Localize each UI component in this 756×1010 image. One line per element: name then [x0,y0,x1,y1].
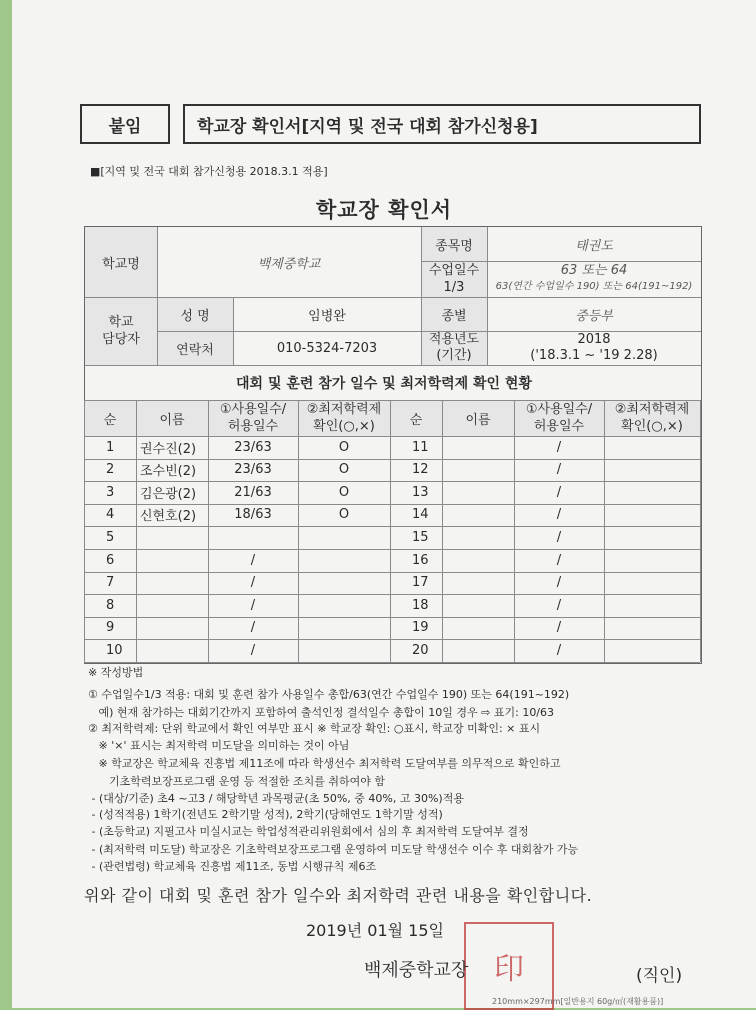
grid-line [84,400,700,401]
header-acad-line1: ②최저학력제 [306,402,382,417]
instructions-heading: ※ 작성방법 [88,666,144,679]
cell-days: / [556,484,562,500]
header-no-2: 순 [409,412,423,428]
table-row [84,459,700,481]
sport-value: 태권도 [575,238,613,254]
days-label-line2: 1/3 [443,280,465,295]
sport-label: 종목명 [421,227,487,261]
cell-no: 6 [106,552,115,568]
instruction-line: ① 수업일수1/3 적용: 대회 및 훈련 참가 사용일수 총합/63(연간 수업일수 190) 또는 64(191~192) [88,688,570,701]
cell-no: 5 [106,529,115,545]
issue-date: 2019년 01월 15일 [306,921,444,940]
instruction-line: - (관련법령) 학교체육 진흥법 제11조, 동법 시행규칙 제6조 [88,860,377,873]
cell-no: 12 [412,462,429,478]
cell-name [136,617,208,639]
cell-no: 2 [106,462,115,478]
table-row [84,639,700,661]
header [80,104,702,146]
cell-check [298,639,390,661]
cell-days: / [250,575,256,591]
cell-name [442,526,514,548]
divider [487,227,488,365]
cell-days: 23/63 [234,462,272,478]
grid-line [84,572,700,573]
grid-line [700,400,701,662]
page-title: 학교장 확인서 [315,198,453,222]
table-row [84,436,700,458]
cell-check [604,526,700,548]
instruction-line: 기초학력보장프로그램 운영 등 적절한 조치를 취하여야 함 [88,775,385,788]
cell-no: 13 [412,484,429,500]
instruction-line: - (대상/기준) 초4 ~고3 / 해당학년 과목평균(초 50%, 중 40%, 고 30%)적용 [88,792,464,805]
table-row [84,526,700,548]
days-value-main: 63 또는 64 [560,263,628,278]
days-value [487,261,701,297]
divider [157,331,701,332]
header-title: 학교장 확인서[지역 및 전국 대회 참가신청용] [183,104,701,144]
cell-check [298,549,390,571]
divider [85,365,701,366]
cell-days: / [556,552,562,568]
cell-check [604,504,700,526]
cell-days: / [556,462,562,478]
principal-signature: 백제중학교장 [364,960,469,981]
instruction-line: 예) 현재 참가하는 대회기간까지 포함하여 출석인정 결석일수 총합이 10일 경우 ⇨ 표기: 10/63 [88,706,555,719]
confirm-statement: 위와 같이 대회 및 훈련 참가 일수와 최저학력 관련 내용을 확인합니다. [84,886,593,905]
cell-no: 16 [412,552,429,568]
cell-name [442,639,514,661]
attachment-badge: 붙임 [80,104,170,144]
grid-line [442,400,443,662]
cell-name [442,504,514,526]
paper-spec: 210mm×297mm[일반용지 60g/㎡(재활용품)] [492,997,664,1006]
grid-line [604,400,605,662]
instruction-line: - (최저학력 미도달) 학교장은 기초학력보장프로그램 운영하여 미도달 학생선수 이수 후 대회참가 가능 [88,843,579,856]
year-value [487,331,701,365]
cell-name [442,481,514,503]
cell-check: O [338,507,350,523]
header-name: 이름 [159,412,185,428]
cell-name [136,549,208,571]
grid-line [84,459,700,460]
header-days-2-line1: ①사용일수/ [525,402,593,417]
header-days [208,400,298,436]
cell-check: O [338,462,350,478]
divider [421,261,701,262]
header-acad-2-line2: 확인(○,×) [621,419,683,434]
cell-name [136,572,208,594]
cell-check [604,639,700,661]
school-label: 학교명 [85,227,157,297]
staff-label-line1: 학교 [108,315,134,330]
table-row [84,594,700,616]
grid-line [84,481,700,482]
cell-days: / [556,439,562,455]
header-days-line1: ①사용일수/ [219,402,287,417]
header-days-line2: 허용일수 [227,419,279,434]
days-label [421,261,487,297]
grid-line [84,549,700,550]
cell-no: 14 [412,507,429,523]
contact-value: 010-5324-7203 [276,340,378,356]
header-acad-line2: 확인(○,×) [313,419,375,434]
grid-line [390,400,391,662]
grid-line [298,400,299,662]
grid-line [514,400,515,662]
cell-days: / [250,597,256,613]
cell-check [604,481,700,503]
cell-name [442,572,514,594]
cell-days: 23/63 [234,439,272,455]
header-name-2: 이름 [465,412,491,428]
name-label: 성 명 [157,297,233,331]
grid-line [84,400,85,662]
cell-days [208,526,298,548]
cell-name [136,639,208,661]
document-sheet [12,0,756,1008]
cell-no: 15 [412,529,429,545]
cell-check: O [338,439,350,455]
cell-days: / [556,575,562,591]
cell-name: 조수빈(2) [140,464,197,480]
cell-days: / [250,620,256,636]
school-value: 백제중학교 [257,256,321,272]
divider [157,227,158,365]
cell-days: 21/63 [234,484,272,500]
cell-check [604,459,700,481]
category-label: 종별 [421,297,487,331]
cell-check [604,594,700,616]
cell-name: 신현호(2) [140,509,197,525]
instruction-line: - (성적적용) 1학기(전년도 2학기말 성적), 2학기(당해연도 1학기말 성적) [88,808,443,821]
contact-label: 연락처 [157,331,233,365]
header-acad [298,400,390,436]
cell-days: / [250,642,256,658]
table-row [84,481,700,503]
table-row [84,572,700,594]
cell-no: 20 [412,642,429,658]
cell-no: 18 [412,597,429,613]
official-seal: 印 [464,922,554,1010]
cell-name [442,594,514,616]
header-days-2-line2: 허용일수 [533,419,585,434]
header-days-2 [514,400,604,436]
grid-line [84,617,700,618]
cell-check [298,594,390,616]
year-period: ('18.3.1 ~ '19 2.28) [530,348,658,363]
cell-name: 권수진(2) [140,441,197,457]
divider [85,297,701,298]
cell-days: / [556,642,562,658]
cell-name [442,436,514,458]
instruction-line: - (초등학교) 지필고사 미실시교는 학업성적관리위원회에서 심의 후 최저학력 도달여부 결정 [88,825,529,838]
year-value-main: 2018 [577,332,611,347]
cell-no: 8 [106,597,115,613]
staff-label [85,297,157,365]
grid-line [84,504,700,505]
name-value: 임병완 [308,308,346,324]
cell-check: O [338,484,350,500]
staff-label-line2: 담당자 [102,332,140,347]
header-acad-2-line1: ②최저학력제 [614,402,690,417]
header-no: 순 [103,412,117,428]
table-header [84,400,700,436]
cell-check [604,617,700,639]
cell-days: / [250,552,256,568]
grid-line [84,639,700,640]
table-row [84,504,700,526]
table-row [84,617,700,639]
year-label-line1: 적용년도 [428,332,480,347]
cell-check [604,572,700,594]
grid-line [84,526,700,527]
year-label-line2: (기간) [436,348,472,363]
cell-name [442,459,514,481]
cell-no: 11 [412,439,429,455]
cell-check [604,436,700,458]
applicability-note: ■[지역 및 전국 대회 참가신청용 2018.3.1 적용] [90,165,328,178]
cell-no: 7 [106,575,115,591]
divider [421,227,422,365]
cell-name [136,526,208,548]
cell-no: 9 [106,620,115,636]
cell-name [442,549,514,571]
cell-days: / [556,597,562,613]
cell-days: 18/63 [234,507,272,523]
cell-name [442,617,514,639]
seal-label: (직인) [636,966,683,986]
cell-check [298,617,390,639]
grid-line [84,594,700,595]
cell-days: / [556,620,562,636]
cell-name: 김은광(2) [140,486,197,502]
grid-line [84,436,700,437]
cell-no: 1 [106,439,115,455]
instruction-line: ※ 학교장은 학교체육 진흥법 제11조에 따라 학생선수 최저학력 도달여부를 의무적으로 확인하고 [88,757,561,770]
days-label-line1: 수업일수 [428,263,480,278]
cell-check [298,572,390,594]
cell-no: 17 [412,575,429,591]
cell-days: / [556,507,562,523]
cell-days: / [556,529,562,545]
cell-no: 10 [106,642,123,658]
divider [233,297,234,365]
cell-no: 3 [106,484,115,500]
cell-name [136,594,208,616]
category-value: 중등부 [575,308,613,324]
cell-check [604,549,700,571]
instruction-line: ※ '×' 표시는 최저학력 미도달을 의미하는 것이 아님 [88,739,350,752]
grid-line [208,400,209,662]
year-label [421,331,487,365]
cell-check [298,526,390,548]
grid-line [136,400,137,662]
section-title: 대회 및 훈련 참가 일수 및 최저학력제 확인 현황 [236,376,532,392]
table-row [84,549,700,571]
cell-no: 4 [106,507,115,523]
header-acad-2 [604,400,700,436]
days-value-detail: 63(연간 수업일수 190) 또는 64(191~192) [495,281,693,292]
cell-no: 19 [412,620,429,636]
grid-line [84,662,700,663]
instruction-line: ② 최저학력제: 단위 학교에서 확인 여부만 표시 ※ 학교장 확인: ○표시, 학교장 미확인: × 표시 [88,722,541,735]
